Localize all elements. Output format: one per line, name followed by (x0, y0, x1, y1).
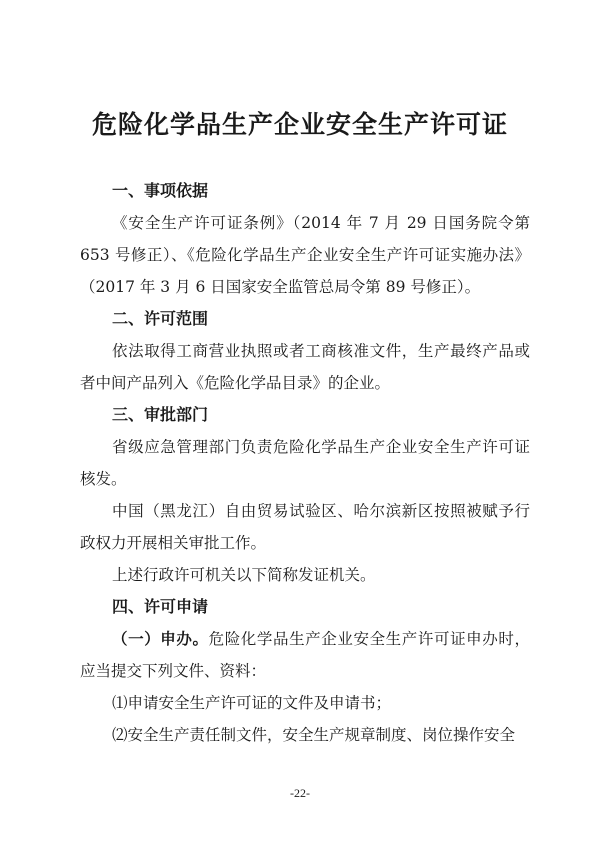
section-heading-dept: 三、审批部门 (112, 405, 209, 424)
section-heading-apply: 四、许可申请 (112, 597, 209, 616)
list-item-2: ⑵安全生产责任制文件，安全生产规章制度、岗位操作安全 (112, 726, 516, 744)
section-heading-scope: 二、许可范围 (112, 309, 209, 328)
document-title: 危险化学品生产企业安全生产许可证 (91, 110, 508, 139)
paragraph-apply (80, 623, 530, 687)
subsection-lead: （一）申办。 (112, 630, 209, 648)
paragraph-dept-2: 中国（黑龙江）自由贸易试验区、哈尔滨新区按照被赋予行政权力开展相关审批工作。 (80, 502, 530, 552)
section-heading-basis: 一、事项依据 (112, 181, 209, 200)
list-item-1: ⑴申请安全生产许可证的文件及申请书； (112, 694, 392, 712)
paragraph-basis: 《安全生产许可证条例》（2014 年 7 月 29 日国务院令第 653 号修正）、《危险化学品生产企业安全生产许可证实施办法》（2017 年 3 月 6 日国家安全监管总局令第 89 号修正）。 (80, 214, 530, 296)
paragraph-dept-3: 上述行政许可机关以下简称发证机关。 (112, 566, 376, 584)
paragraph-dept-1: 省级应急管理部门负责危险化学品生产企业安全生产许可证核发。 (80, 438, 530, 488)
paragraph-scope: 依法取得工商营业执照或者工商核准文件，生产最终产品或者中间产品列入《危险化学品目录》的企业。 (80, 342, 530, 392)
document-body (80, 175, 530, 751)
page-number: -22- (290, 786, 310, 800)
subsection-text: 危险化学品生产企业安全生产许可证申办时，应当提交下列文件、资料： (80, 630, 530, 680)
